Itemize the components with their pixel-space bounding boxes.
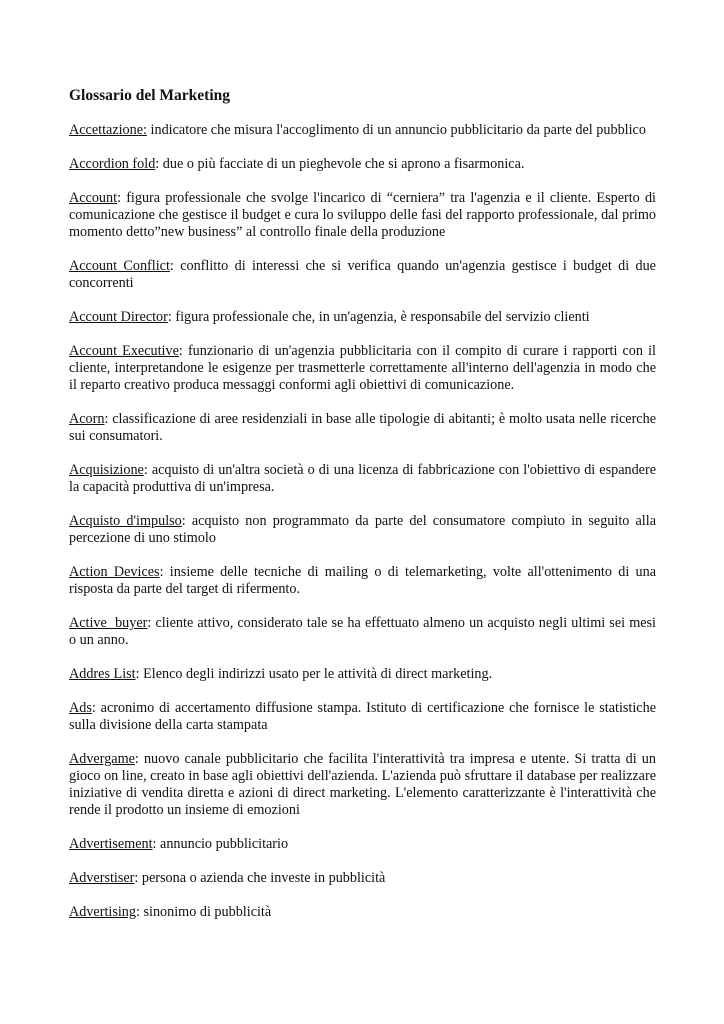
glossary-entry: [69, 411, 656, 445]
glossary-term: Accordion fold: [69, 156, 156, 172]
glossary-entry: [69, 700, 656, 734]
glossary-definition: : figura professionale che, in un'agenzia, è responsabile del servizio clienti: [167, 309, 590, 325]
glossary-term: Acorn: [69, 411, 105, 427]
glossary-term: Acquisizione: [69, 462, 144, 478]
glossary-definition: : classificazione di aree residenziali in base alle tipologie di abitanti; è molto usata nelle ricerche sui consumatori.: [69, 411, 656, 444]
glossary-entry: [69, 666, 656, 683]
glossary-definition: : figura professionale che svolge l'incarico di “cerniera” tra l'agenzia e il cliente. Esperto di comunicazione che gestisce il budget e cura lo sviluppo delle fasi del rapporto professionale, dal primo momento detto”new business” al controllo finale della produzione: [69, 190, 656, 240]
glossary-entry: [69, 309, 656, 326]
glossary-term: Account Executive: [69, 343, 179, 359]
glossary-definition: : insieme delle tecniche di mailing o di telemarketing, volte all'ottenimento di una risposta da parte del target di rifermento.: [69, 564, 657, 597]
glossary-definition: indicatore che misura l'accoglimento di un annuncio pubblicitario da parte del pubblico: [146, 122, 646, 138]
glossary-entry: [69, 564, 656, 598]
glossary-definition: : funzionario di un'agenzia pubblicitaria con il compito di curare i rapporti con il cliente, interpretandone le esigenze per trasmetterle correttamente all'interno dell'agenzia in modo che il reparto creativo produca messaggi conformi agli obiettivi di comunicazione.: [69, 343, 656, 393]
glossary-entry: [69, 258, 656, 292]
document-page: [69, 86, 656, 938]
document-title: Glossario del Marketing: [69, 87, 231, 104]
glossary-entry: [69, 904, 656, 921]
glossary-entry: [69, 122, 656, 139]
glossary-term: Acquisto d'impulso: [69, 513, 182, 529]
glossary-entry: [69, 513, 656, 547]
glossary-term: Ads: [69, 700, 92, 716]
glossary-definition: : acquisto di un'altra società o di una licenza di fabbricazione con l'obiettivo di espandere la capacità produttiva di un'impresa.: [69, 462, 656, 495]
glossary-entry: [69, 751, 656, 819]
glossary-term: Account Director: [69, 309, 168, 325]
glossary-entry: [69, 836, 656, 853]
glossary-definition: : conflitto di interessi che si verifica quando un'agenzia gestisce i budget di due concorrenti: [69, 258, 656, 291]
glossary-definition: : persona o azienda che investe in pubblicità: [134, 870, 386, 886]
glossary-entry: [69, 615, 656, 649]
glossary-definition: : cliente attivo, considerato tale se ha effettuato almeno un acquisto negli ultimi sei mesi o un anno.: [69, 615, 656, 648]
glossary-term: Account Conflict: [69, 258, 170, 274]
glossary-term: Adverstiser: [69, 870, 135, 886]
glossary-definition: : acquisto non programmato da parte del consumatore compiuto in seguito alla percezione di uno stimolo: [69, 513, 656, 546]
glossary-entry: [69, 462, 656, 496]
glossary-entry: [69, 156, 656, 173]
glossary-definition: : due o più facciate di un pieghevole che si aprono a fisarmonica.: [155, 156, 525, 172]
glossary-term: Advertising: [69, 904, 136, 920]
glossary-definition: : nuovo canale pubblicitario che facilita l'interattività tra impresa e utente. Si tratta di un gioco on line, creato in base agli obiettivi dell'azienda. L'azienda può sfruttare il database per realizzare iniziative di vendita diretta e azioni di direct marketing. L'elemento caratterizzante è l'interattività che rende il prodotto un insieme di emozioni: [69, 751, 656, 818]
glossary-entry: [69, 343, 656, 394]
glossary-term: Action Devices: [69, 564, 160, 580]
glossary-term: Active buyer: [69, 615, 148, 631]
glossary-term: Advertisement: [69, 836, 153, 852]
glossary-definition: : acronimo di accertamento diffusione stampa. Istituto di certificazione che fornisce le statistiche sulla divisione della carta stampata: [69, 700, 656, 733]
glossary-entry: [69, 190, 656, 241]
glossary-term: Account: [69, 190, 118, 206]
glossary-entry: [69, 870, 656, 887]
glossary-term: Accettazione:: [69, 122, 147, 138]
glossary-term: Advergame: [69, 751, 135, 767]
glossary-definition: : annuncio pubblicitario: [152, 836, 289, 852]
glossary-term: Addres List: [69, 666, 136, 682]
glossary-definition: : sinonimo di pubblicità: [136, 904, 272, 920]
glossary-definition: : Elenco degli indirizzi usato per le attività di direct marketing.: [135, 666, 493, 682]
